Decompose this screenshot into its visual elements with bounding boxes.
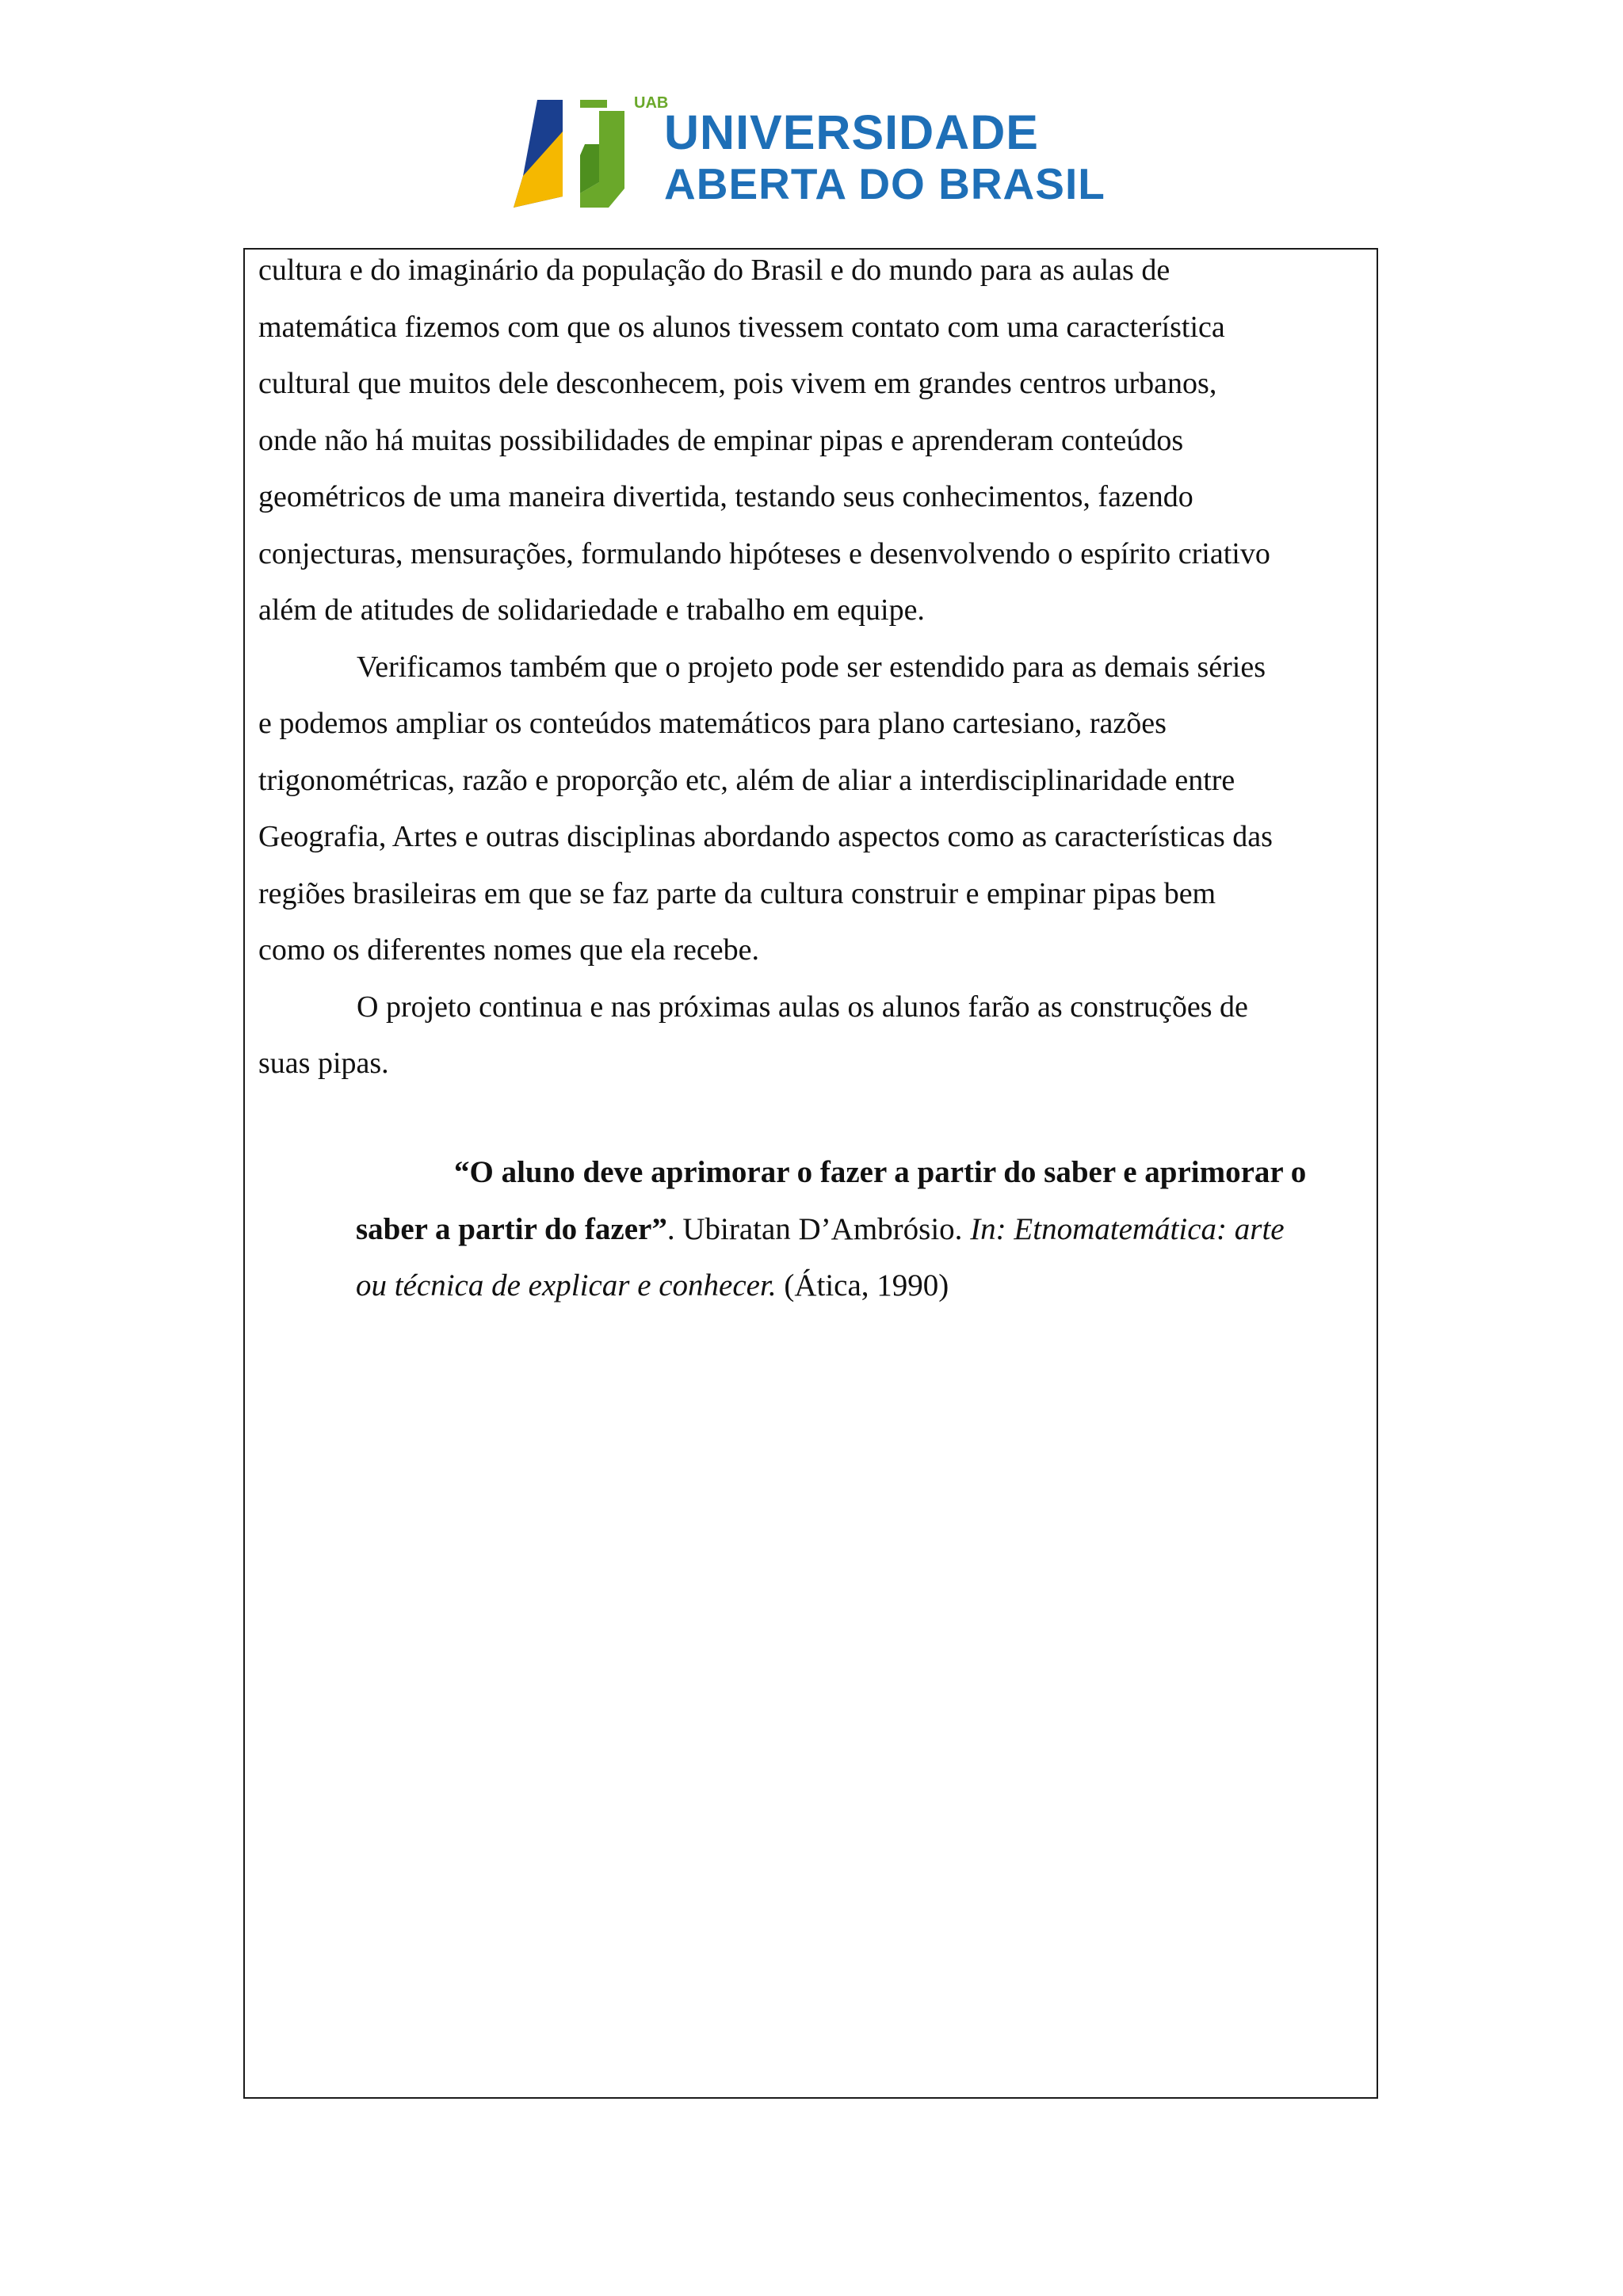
- quote-line-2: [356, 1201, 1364, 1258]
- logo-badge: UAB: [634, 94, 669, 112]
- paragraph-1: [258, 242, 1368, 639]
- text-line: trigonométricas, razão e proporção etc, além de aliar a interdisciplinaridade entre: [258, 763, 1235, 797]
- logo-line-universidade: UNIVERSIDADE: [664, 105, 1039, 159]
- text-line: matemática fizemos com que os alunos tivessem contato com uma característica: [258, 310, 1225, 344]
- quote-source-title-cont: ou técnica de explicar e conhecer.: [356, 1268, 777, 1302]
- quote-text-end: saber a partir do fazer”: [356, 1211, 667, 1246]
- logo-wordmark: [634, 94, 1108, 209]
- uab-emblem-icon: [514, 100, 648, 208]
- university-logo: [514, 94, 1106, 209]
- quote-line-3: [356, 1257, 1364, 1314]
- text-line: cultura e do imaginário da população do Brasil e do mundo para as aulas de: [258, 254, 1170, 287]
- quote-publisher: (Ática, 1990): [776, 1268, 949, 1302]
- text-line: O projeto continua e nas próximas aulas os alunos farão as construções de: [357, 990, 1248, 1024]
- quote-line-1: “O aluno deve aprimorar o fazer a partir do saber e aprimorar o: [454, 1155, 1307, 1189]
- document-body: [258, 242, 1368, 1093]
- quote-source-title: In: Etnomatemática: arte: [970, 1211, 1285, 1246]
- text-line: regiões brasileiras em que se faz parte da cultura construir e empinar pipas bem: [258, 876, 1216, 910]
- text-line: conjecturas, mensurações, formulando hipóteses e desenvolvendo o espírito criativo: [258, 536, 1270, 570]
- text-line: geométricos de uma maneira divertida, testando seus conhecimentos, fazendo: [258, 480, 1193, 513]
- text-line: onde não há muitas possibilidades de empinar pipas e aprenderam conteúdos: [258, 423, 1184, 457]
- logo-line-aberta-do-brasil: ABERTA DO BRASIL: [664, 159, 1106, 208]
- text-line: além de atitudes de solidariedade e trabalho em equipe.: [258, 593, 925, 627]
- text-line: suas pipas.: [258, 1047, 389, 1080]
- text-line: cultural que muitos dele desconhecem, pois vivem em grandes centros urbanos,: [258, 367, 1217, 400]
- text-line: Verificamos também que o projeto pode ser estendido para as demais séries: [357, 650, 1266, 684]
- epigraph-quote: [356, 1144, 1364, 1314]
- paragraph-2: [258, 639, 1368, 979]
- text-line: como os diferentes nomes que ela recebe.: [258, 933, 760, 967]
- paragraph-3: [258, 979, 1368, 1093]
- text-line: Geografia, Artes e outras disciplinas abordando aspectos como as características das: [258, 820, 1273, 853]
- quote-author: . Ubiratan D’Ambrósio.: [666, 1211, 971, 1246]
- text-line: e podemos ampliar os conteúdos matemáticos para plano cartesiano, razões: [258, 707, 1167, 740]
